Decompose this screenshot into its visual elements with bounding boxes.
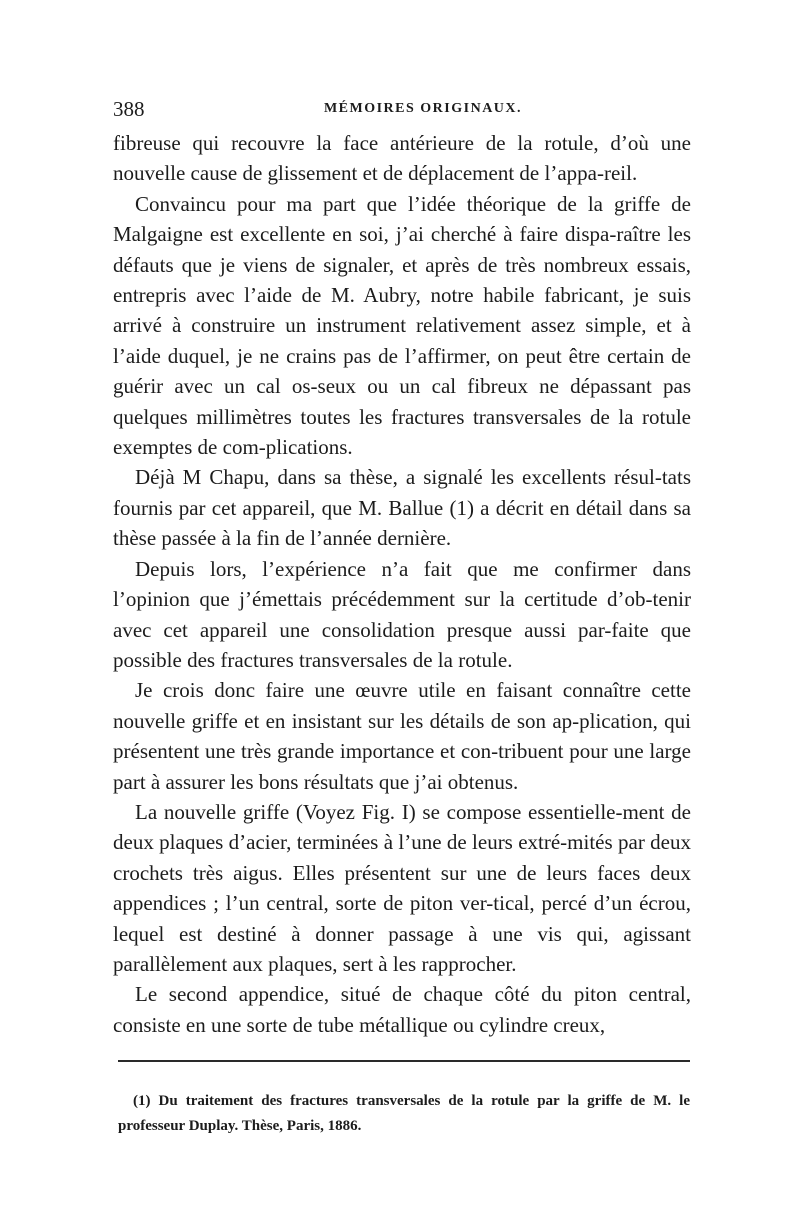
paragraph: Le second appendice, situé de chaque côté du piton central, consiste en une sorte de tube métallique ou cylindre creux, <box>113 982 691 1037</box>
paragraph-continuation: fibreuse qui recouvre la face antérieure de la rotule, d’où une nouvelle cause de glissement et de déplacement de l’appa-reil. <box>113 131 691 186</box>
body-text <box>113 128 691 1040</box>
page-header <box>113 97 693 127</box>
paragraph: Déjà M Chapu, dans sa thèse, a signalé les excellents résul-tats fournis par cet appareil, que M. Ballue (1) a décrit en détail dans sa thèse passée à la fin de l’année dernière. <box>113 465 691 551</box>
footnote-divider <box>118 1060 690 1062</box>
paragraph: Depuis lors, l’expérience n’a fait que me confirmer dans l’opinion que j’émettais précédemment sur la certitude d’ob-tenir avec cet appareil une consolidation presque aussi par-faite que possible des fractures transversales de la rotule. <box>113 556 691 672</box>
paragraph: Convaincu pour ma part que l’idée théorique de la griffe de Malgaigne est excellente en soi, j’ai cherché à faire dispa-raître les défauts que je viens de signaler, et après de très nombreux essais, entrepris avec l’aide de M. Aubry, notre habile fabricant, je suis arrivé à construire un instrument relativement assez simple, et à l’aide duquel, je ne crains pas de l’affirmer, on peut être certain de guérir avec un cal os-seux ou un cal fibreux ne dépassant pas quelques millimètres toutes les fractures transversales de la rotule exemptes de com-plications. <box>113 191 691 460</box>
paragraph: La nouvelle griffe (Voyez Fig. I) se compose essentielle-ment de deux plaques d’acier, terminées à l’une de leurs extré-mités par deux crochets très aigus. Elles présentent sur une de leurs faces deux appendices ; l’un central, sorte de piton ver-tical, percé d’un écrou, lequel est destiné à donner passage à une vis qui, agissant parallèlement aux plaques, sert à les rapprocher. <box>113 799 691 976</box>
running-title: MÉMOIRES ORIGINAUX. <box>323 101 523 116</box>
page-number: 388 <box>113 97 145 121</box>
paragraph: Je crois donc faire une œuvre utile en faisant connaître cette nouvelle griffe et en insistant sur les détails de son ap-plication, qui présentent une très grande importance et con-tribuent pour une large part à assurer les bons résultats que j’ai obtenus. <box>113 678 691 794</box>
footnote: (1) Du traitement des fractures transversales de la rotule par la griffe de M. le professeur Duplay. Thèse, Paris, 1886. <box>118 1093 690 1134</box>
